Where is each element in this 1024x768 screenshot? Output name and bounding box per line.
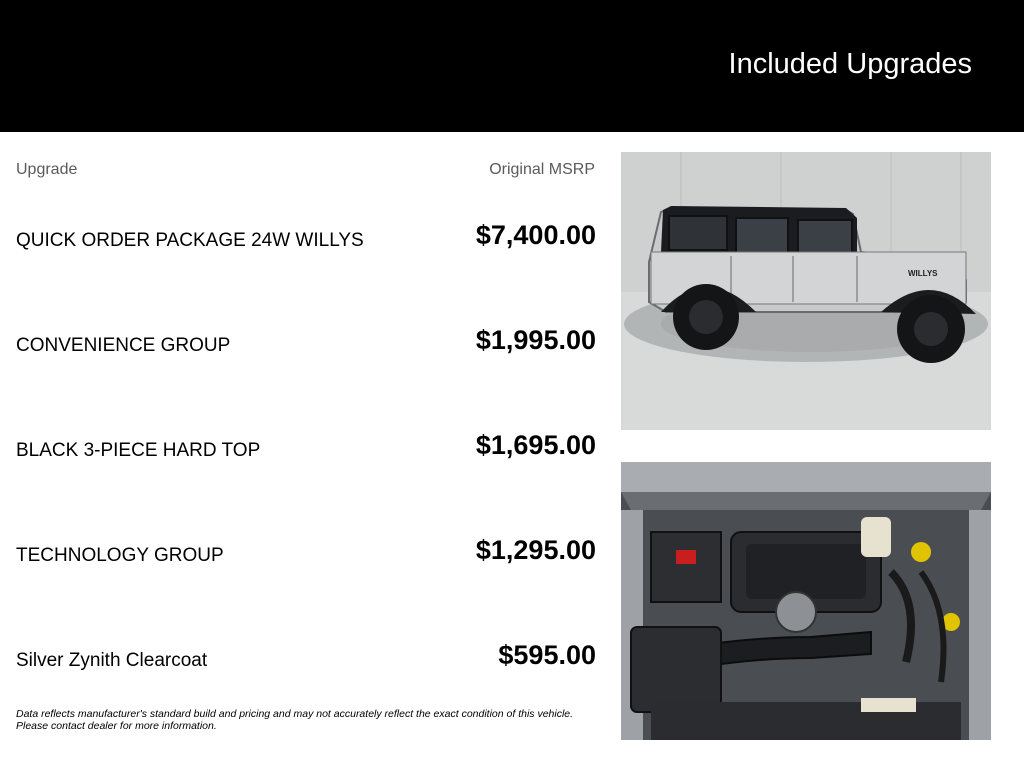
engine-photo <box>621 462 991 740</box>
upgrade-name: TECHNOLOGY GROUP <box>16 545 224 566</box>
upgrade-name: BLACK 3-PIECE HARD TOP <box>16 440 261 461</box>
disclaimer <box>16 708 616 732</box>
page-title: Included Upgrades <box>728 48 972 80</box>
engine-illustration <box>621 462 991 740</box>
badge-text: WILLYS <box>908 269 938 278</box>
upgrade-row <box>16 535 596 575</box>
upgrade-price: $1,295.00 <box>475 535 596 565</box>
upgrade-price: $1,995.00 <box>475 325 596 355</box>
disclaimer-line: Please contact dealer for more information. <box>16 720 217 732</box>
msrp-column-header: Original MSRP <box>489 161 595 178</box>
upgrade-row <box>16 640 596 680</box>
upgrade-name: QUICK ORDER PACKAGE 24W WILLYS <box>16 230 364 251</box>
vehicle-photo <box>621 152 991 430</box>
upgrade-column-header: Upgrade <box>16 161 78 178</box>
upgrade-row <box>16 325 596 365</box>
upgrade-row <box>16 430 596 470</box>
upgrade-name: CONVENIENCE GROUP <box>16 335 231 356</box>
upgrade-price: $595.00 <box>498 640 596 670</box>
upgrade-price: $1,695.00 <box>475 430 596 460</box>
upgrade-row <box>16 220 596 260</box>
vehicle-illustration <box>621 152 991 430</box>
upgrade-price: $7,400.00 <box>475 220 596 250</box>
upgrade-name: Silver Zynith Clearcoat <box>16 650 208 671</box>
header-bar <box>0 0 1024 132</box>
disclaimer-line: Data reflects manufacturer's standard build and pricing and may not accurately reflect the exact condition of this vehicle. <box>16 708 574 720</box>
